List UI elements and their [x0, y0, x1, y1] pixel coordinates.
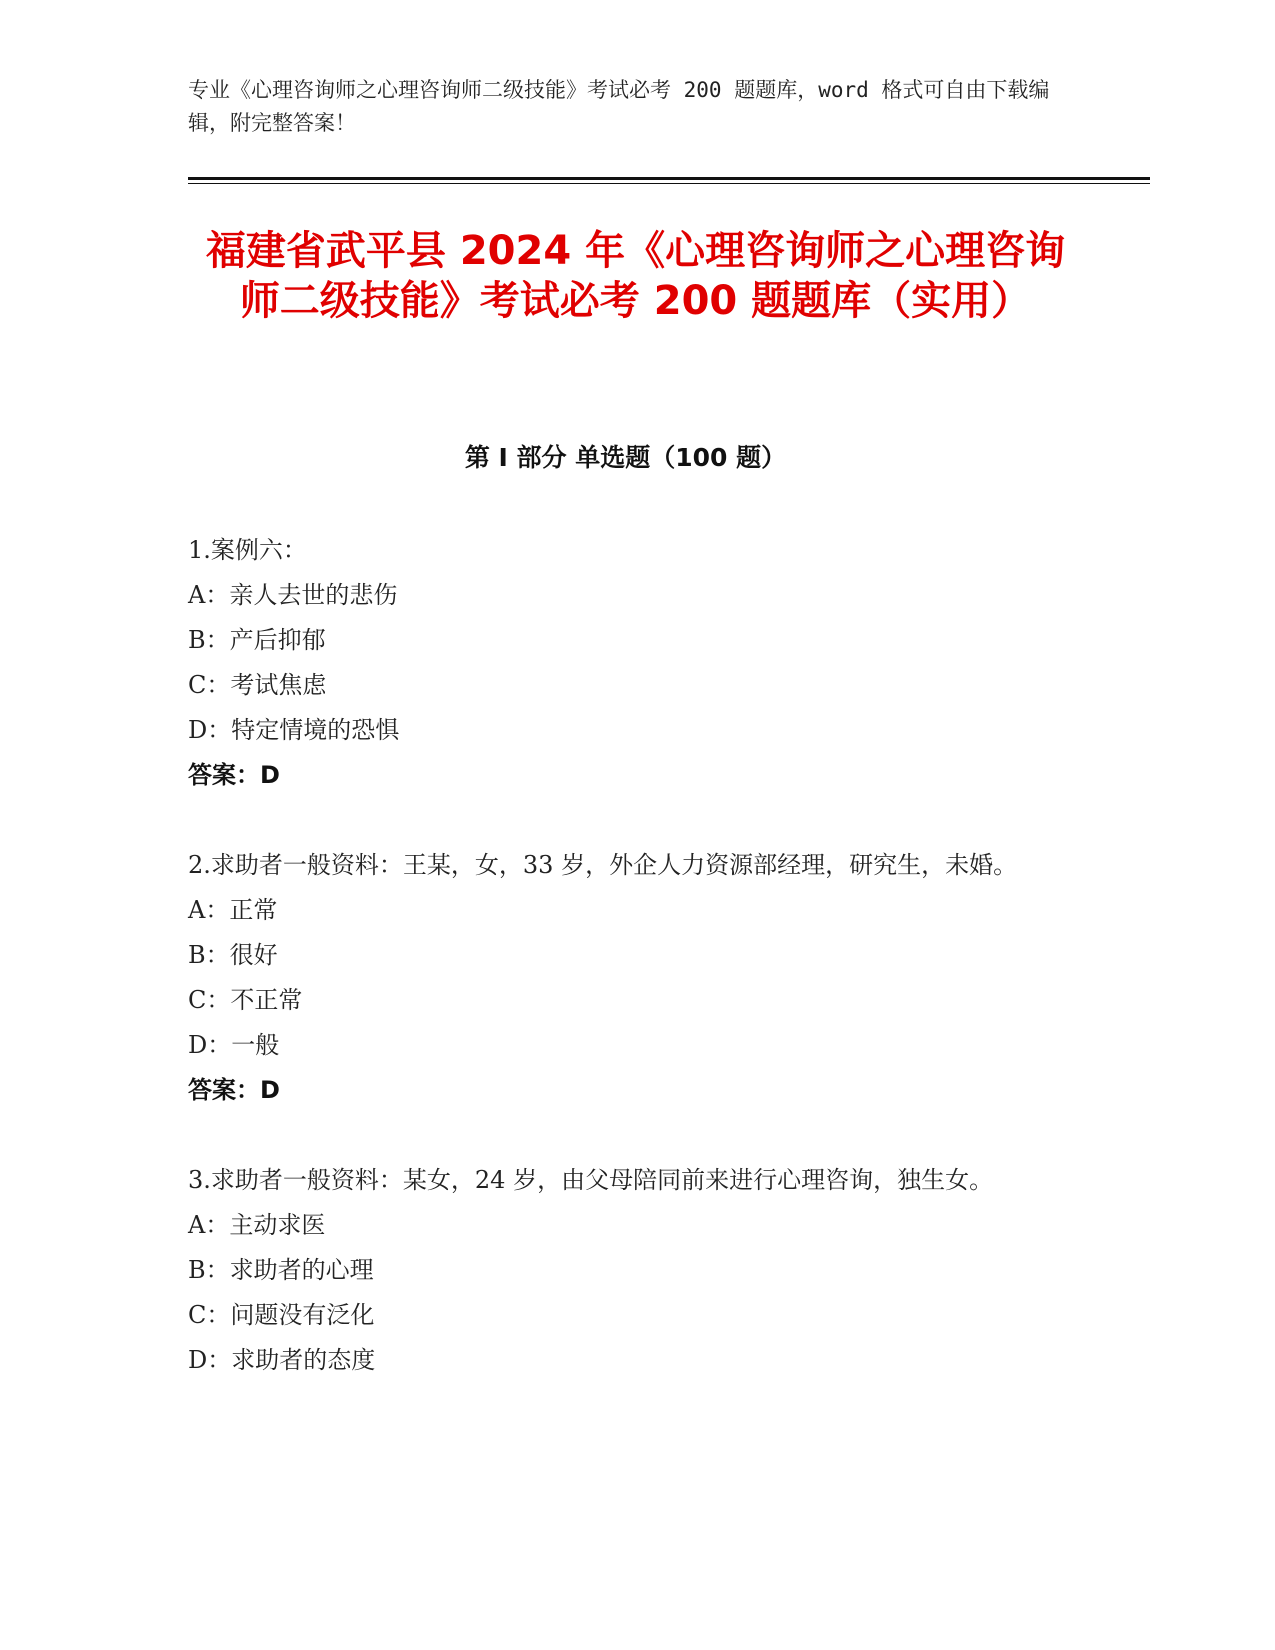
option-b: B：产后抑郁 — [188, 626, 326, 654]
option-d: D：一般 — [188, 1031, 280, 1059]
question-item — [188, 528, 1068, 798]
question-item — [188, 843, 1068, 1113]
question-text: 2.求助者一般资料：王某，女，33 岁，外企人力资源部经理，研究生，未婚。 — [188, 851, 1018, 879]
document-header-note: 专业《心理咨询师之心理咨询师二级技能》考试必考 200 题题库，word 格式可自由下载编辑，附完整答案！ — [188, 78, 1050, 135]
question-item — [188, 1158, 1068, 1383]
option-a: A：主动求医 — [188, 1211, 326, 1239]
option-b: B：求助者的心理 — [188, 1256, 374, 1284]
option-c: C：问题没有泛化 — [188, 1301, 375, 1329]
option-a: A：亲人去世的悲伤 — [188, 581, 398, 609]
header-divider-thin — [188, 183, 1150, 184]
header-divider-thick — [188, 177, 1150, 180]
question-list — [188, 528, 1068, 1428]
section-title: 第 I 部分 单选题（100 题） — [464, 443, 787, 472]
option-c: C：不正常 — [188, 986, 303, 1014]
answer-line: 答案：D — [188, 761, 280, 789]
question-text: 1.案例六： — [188, 536, 307, 564]
option-c: C：考试焦虑 — [188, 671, 327, 699]
option-a: A：正常 — [188, 896, 278, 924]
document-title: 福建省武平县 2024 年《心理咨询师之心理咨询师二级技能》考试必考 200 题题库（实用） — [205, 228, 1066, 324]
option-d: D：求助者的态度 — [188, 1346, 376, 1374]
question-text: 3.求助者一般资料：某女，24 岁，由父母陪同前来进行心理咨询，独生女。 — [188, 1166, 994, 1194]
option-b: B：很好 — [188, 941, 278, 969]
answer-line: 答案：D — [188, 1076, 280, 1104]
option-d: D：特定情境的恐惧 — [188, 716, 400, 744]
